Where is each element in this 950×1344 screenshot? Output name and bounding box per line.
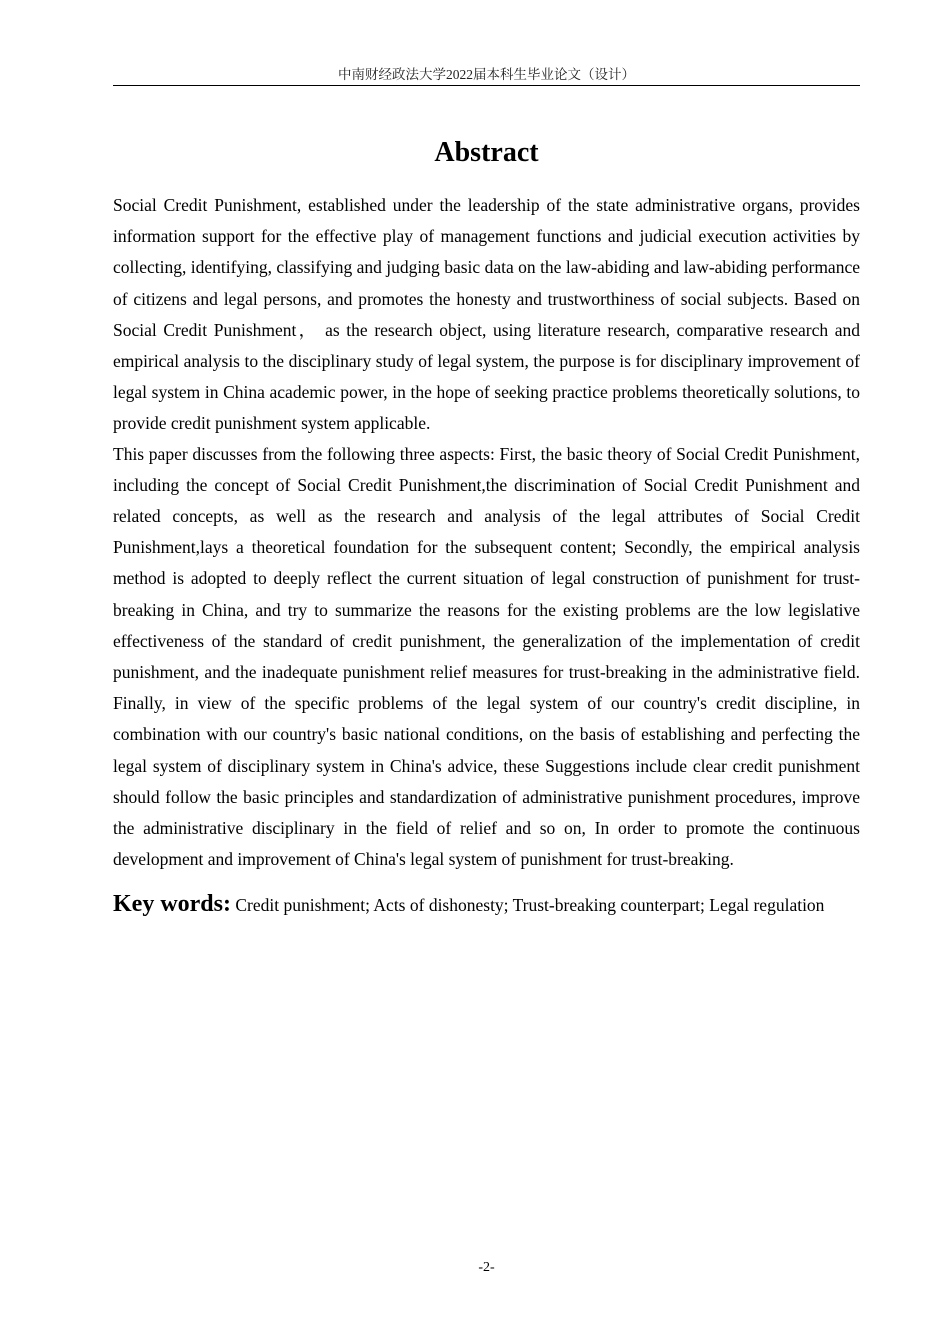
header-rule — [113, 85, 860, 86]
running-header: 中南财经政法大学2022届本科生毕业论文（设计） — [338, 67, 635, 82]
abstract-paragraph-1: Social Credit Punishment, established under the leadership of the state administrative organs, provides information support for the effective play of management functions and judicial execution activities by collecting, identifying, classifying and judging basic data on the law-abiding and law-abiding performance of citizens and legal persons, and promotes the honesty and trustworthiness of social subjects. Based on Social Credit Punishment， as the research object, using literature research, comparative research and empirical analysis to the disciplinary study of legal system, the purpose is for disciplinary improvement of legal system in China academic power, in the hope of seeking practice problems theoretically solutions, to provide credit punishment system applicable. — [113, 195, 860, 434]
abstract-body — [113, 190, 860, 926]
abstract-title: Abstract — [434, 137, 539, 168]
keywords-line — [113, 883, 860, 926]
page-number: -2- — [478, 1260, 495, 1275]
abstract-paragraph-2: This paper discusses from the following three aspects: First, the basic theory of Social Credit Punishment, including the concept of Social Credit Punishment,the discrimination of Social Credit Punishment and related concepts, as well as the research and analysis of the legal attributes of Social Credit Punishment,lays a theoretical foundation for the subsequent content; Secondly, the empirical analysis method is adopted to deeply reflect the current situation of legal construction of punishment for trust-breaking in China, and try to summarize the reasons for the existing problems are the low legislative effectiveness of the standard of credit punishment, the generalization of the implementation of credit punishment, and the inadequate punishment relief measures for trust-breaking in the administrative field. Finally, in view of the specific problems of the legal system of our country's credit discipline, in combination with our country's basic national conditions, on the basis of establishing and perfecting the legal system of disciplinary system in China's advice, these Suggestions include clear credit punishment should follow the basic principles and standardization of administrative punishment procedures, improve the administrative disciplinary in the field of relief and so on, In order to promote the continuous development and improvement of China's legal system of punishment for trust-breaking. — [113, 443, 860, 870]
keywords-text: Credit punishment; Acts of dishonesty; Trust-breaking counterpart; Legal regulation — [235, 895, 825, 916]
keywords-label: Key words: — [113, 891, 231, 918]
